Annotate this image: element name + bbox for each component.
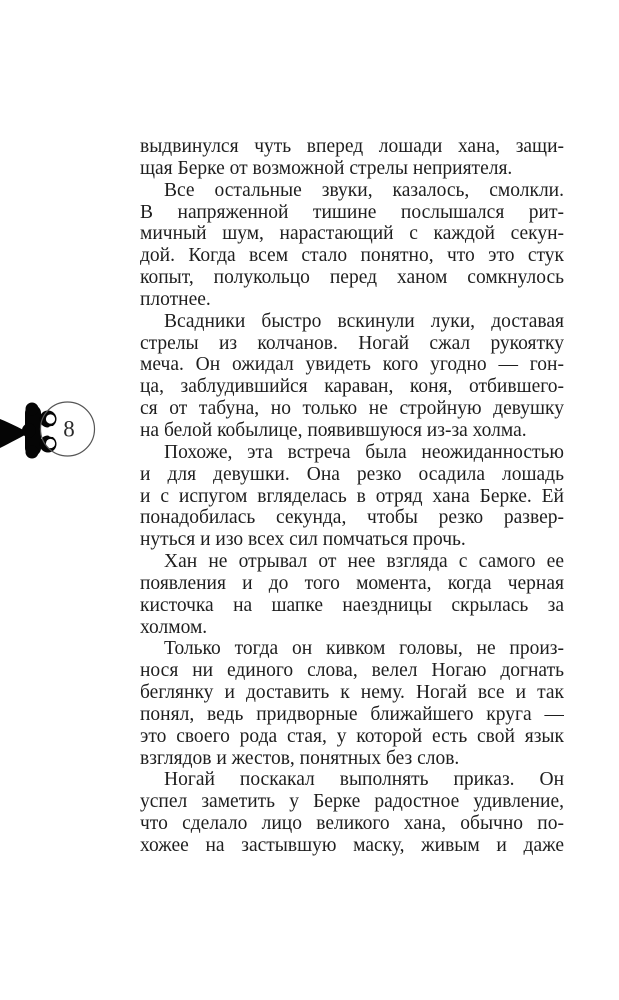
text-line: Только тогда он кивком головы, не произ- [164,638,564,660]
text-line: понял, ведь придворные ближайшего круга — [140,703,564,725]
text-line: что сделало лицо великого хана, обычно по- [140,813,564,835]
text-line: Все остальные звуки, казалось, смолкли. [164,179,564,201]
text-line: успел заметить у Берке радостное удивление, [140,791,564,813]
text-line: взглядов и жестов, понятных без слов. [140,747,460,769]
text-line: стрелы из колчанов. Ногай сжал рукоятку [140,332,564,354]
page-marker-ornament [0,396,100,464]
text-line: появления и до того момента, когда черная [140,572,564,594]
text-line: копыт, полукольцо перед ханом сомкнулось [140,267,564,289]
text-line: кисточка на шапке наездницы скрылась за [140,594,564,616]
text-line: холмом. [140,616,208,638]
text-line: Похоже, эта встреча была неожиданностью [164,441,564,463]
text-line: Ногай поскакал выполнять приказ. Он [164,769,564,791]
text-line: щая Берке от возможной стрелы неприятеля. [140,157,513,179]
text-line: ца, заблудившийся караван, коня, отбившего- [140,376,564,398]
text-line: нуться и изо всех сил помчаться прочь. [140,529,466,551]
text-line: Хан не отрывал от нее взгляда с самого ее [164,551,564,573]
text-line: нося ни единого слова, велел Ногаю догнать [140,660,564,682]
text-line: это своего рода стая, у которой есть свой язык [140,725,564,747]
page-text [140,136,564,857]
text-line: меча. Он ожидал увидеть кого угодно — гон- [140,354,564,376]
text-line: В напряженной тишине послышался рит- [140,201,564,223]
text-line: дой. Когда всем стало понятно, что это стук [140,245,564,267]
text-line: и с испугом вгляделась в отряд хана Берке. Ей [140,485,564,507]
text-line: плотнее. [140,288,211,310]
page-number: 8 [63,416,75,442]
text-line: понадобилась секунда, чтобы резко развер- [140,507,564,529]
text-line: выдвинулся чуть вперед лошади хана, защи- [140,136,564,157]
text-line: хожее на застывшую маску, живым и даже [140,835,564,856]
text-line: и для девушки. Она резко осадила лошадь [140,463,564,485]
text-line: ся от табуна, но только не стройную девушку [140,398,564,420]
text-line: Всадники быстро вскинули луки, доставая [164,310,564,332]
text-line: мичный шум, нарастающий с каждой секун- [140,223,564,245]
text-line: беглянку и доставить к нему. Ногай все и так [140,682,564,704]
text-line: на белой кобылице, появившуюся из-за холма. [140,419,527,441]
page-number-marker [0,396,100,464]
